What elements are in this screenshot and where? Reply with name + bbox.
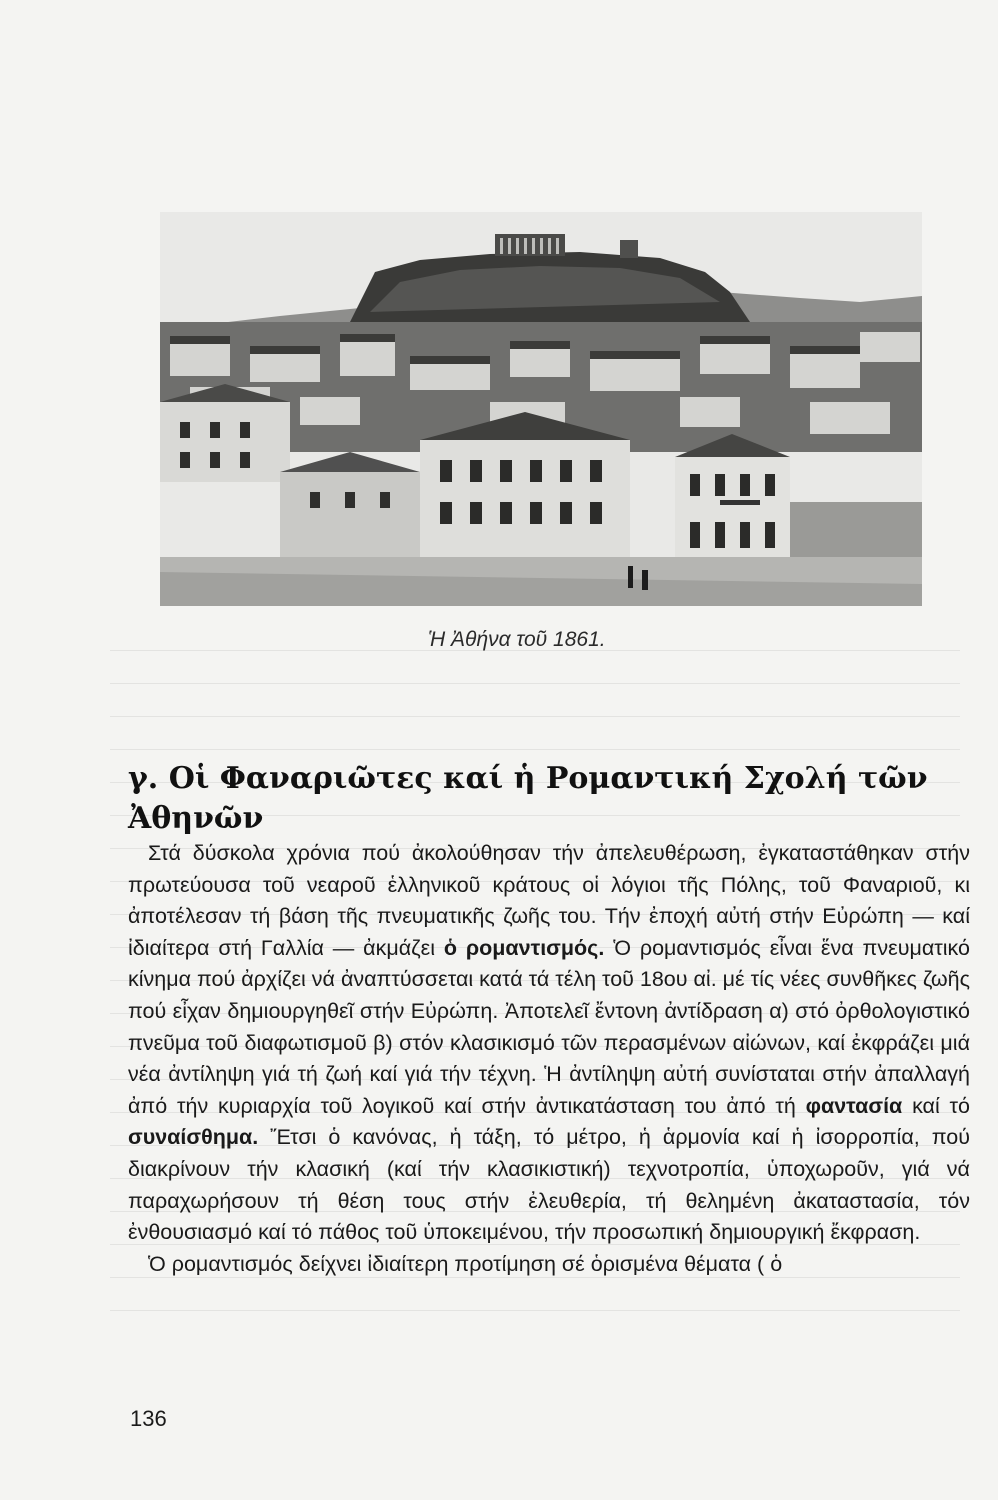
term-romanticism: ὁ ρομαντισμός.: [443, 935, 605, 960]
term-emotion: συναίσθημα.: [128, 1125, 259, 1150]
paragraph-1-text-b: Ὁ ρομαντισμός εἶναι ἕνα πνευματικό κίνημα πού ἀρχίζει νά ἀναπτύσσεται κατά τά τέλη τοῦ 18ου αἰ. μέ τίς νέες συνθῆκες ζωῆς πού εἶχαν δημιουργηθεῖ στήν Εὐρώπη. Ἀποτελεῖ ἔντονη ἀντίδραση α) στό ὀρθολογιστικό πνεῦμα τοῦ διαφωτισμοῦ β) στόν κλασικισμό τῶν περασμένων αἰώνων, καί ἐκφράζει μιά νέα ἀντίληψη γιά τή ζωή καί γιά τήν τέχνη. Ἡ ἀντίληψη αὐτή συνίσταται στήν ἀπαλλαγή ἀπό τήν κυριαρχία τοῦ λογικοῦ καί στήν ἀντικατάσταση του ἀπό τή: [128, 935, 970, 1118]
term-fantasy: φαντασία: [805, 1093, 903, 1118]
body-text: [128, 838, 970, 1280]
paragraph-1-text-c: καί τό: [902, 1093, 970, 1118]
photo-caption: Ἡ Ἀθήνα τοῦ 1861.: [428, 628, 606, 651]
paragraph-1-text-a: Στά δύσκολα χρόνια πού ἀκολούθησαν τήν ἀπελευθέρωση, ἐγκαταστάθηκαν στήν πρωτεύουσα τοῦ νεαροῦ ἑλληνικοῦ κράτους οἱ λόγιοι τῆς Πόλης, τοῦ Φαναριοῦ, κι ἀποτέλεσαν τή βάση τῆς πνευματικῆς ζωῆς του. Τήν ἐποχή αὐτή στήν Εὐρώπη — καί ἰδιαίτερα στή Γαλλία — ἀκμάζει: [128, 841, 970, 960]
paragraph-2: Ὁ ρομαντισμός δείχνει ἰδιαίτερη προτίμηση σέ ὁρισμένα θέματα ( ὁ: [148, 1251, 783, 1276]
paragraph-1-text-d: Ἔτσι ὁ κανόνας, ἡ τάξη, τό μέτρο, ἡ ἁρμονία καί ἡ ἰσορροπία, πού διακρίνουν τήν κλασική (καί τήν κλασικιστική) τεχνοτροπία, ὑποχωροῦν, γιά νά παραχωρήσουν τή θέση τους στήν ἐλευθερία, τή θελημένη ἀκαταστασία, τόν ἐνθουσιασμό καί τό πάθος τοῦ ὑποκειμένου, τήν προσωπική δημιουργική ἔκφραση.: [128, 1125, 970, 1245]
page-number: 136: [130, 1406, 167, 1431]
section-heading: γ. Οἱ Φαναριῶτες καί ἡ Ρομαντική Σχολή τῶν Ἀθηνῶν: [128, 760, 928, 836]
athens-1861-photo: [160, 212, 922, 606]
paragraph-1: [128, 838, 970, 1249]
